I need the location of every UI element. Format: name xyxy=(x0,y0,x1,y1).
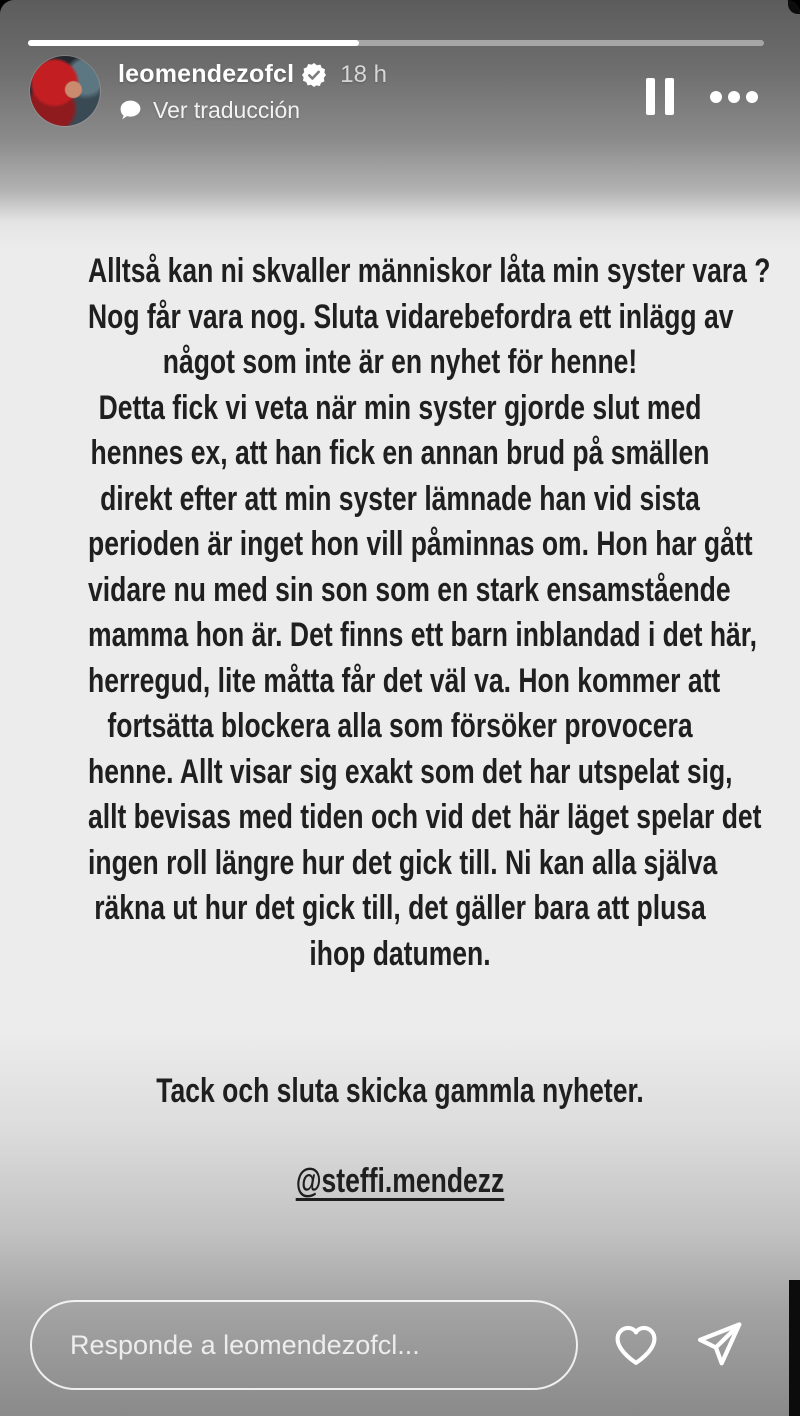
reply-input[interactable] xyxy=(30,1300,578,1390)
screen-corner-notch xyxy=(788,0,800,14)
avatar[interactable] xyxy=(30,56,100,126)
translate-label: Ver traducción xyxy=(153,97,301,123)
story-text-line: Detta fick vi veta när min syster gjorde slut med xyxy=(98,388,702,427)
verified-badge-icon xyxy=(302,63,326,87)
story-text-line: ihop datumen. xyxy=(309,934,491,973)
heart-button[interactable] xyxy=(610,1318,662,1370)
story-text-line: något som inte är en nyhet för henne! xyxy=(162,343,638,381)
story-text-line: hennes ex, att han fick en annan brud på smällen xyxy=(90,434,710,472)
story-text-line: Nog får vara nog. Sluta vidarebefordra ett inlägg av xyxy=(88,297,734,336)
translate-button[interactable] xyxy=(118,97,387,124)
translate-bubble-icon xyxy=(118,98,143,123)
story-text-line: räkna ut hur det gick till, det gäller bara att plusa xyxy=(94,889,706,927)
closing-line: Tack och sluta skicka gammla nyheter. xyxy=(156,1072,644,1110)
story-text-line: ingen roll längre hur det gick till. Ni kan alla själva xyxy=(88,843,718,882)
screen-edge-strip xyxy=(789,1280,800,1416)
story-text-line: fortsätta blockera alla som försöker provocera xyxy=(107,707,693,745)
reply-placeholder: Responde a leomendezofcl... xyxy=(70,1329,420,1360)
story-text-line: henne. Allt visar sig exakt som det har utspelat sig, xyxy=(88,752,733,791)
story-text-line: Alltså kan ni skvaller människor låta min syster vara ? xyxy=(88,252,771,290)
story-text-line: vidare nu med sin son som en stark ensamstående xyxy=(88,570,731,609)
story-header xyxy=(30,56,776,126)
mention-line xyxy=(88,1159,712,1205)
story-text xyxy=(88,249,771,1204)
progress-fill xyxy=(28,40,359,46)
pause-icon[interactable] xyxy=(646,78,674,115)
story-text-line: herregud, lite måtta får det väl va. Hon kommer att xyxy=(88,661,721,700)
story-progress-bar[interactable] xyxy=(28,40,764,46)
heart-icon xyxy=(610,1318,662,1370)
story-text-line: perioden är inget hon vill påminnas om. Hon har gått xyxy=(88,525,753,563)
mention-link[interactable]: @steffi.mendezz xyxy=(295,1161,505,1200)
story-text-line: direkt efter att min syster lämnade han vid sista xyxy=(100,479,700,518)
header-text xyxy=(118,56,387,124)
more-options-icon[interactable] xyxy=(710,91,758,103)
story-paragraph xyxy=(88,249,771,977)
send-button[interactable] xyxy=(692,1316,746,1370)
story-timestamp: 18 h xyxy=(340,60,387,88)
send-icon xyxy=(692,1316,746,1370)
header-actions xyxy=(646,56,776,115)
story-text-line: allt bevisas med tiden och vid det här läget spelar det xyxy=(88,798,762,836)
story-text-line: mamma hon är. Det finns ett barn inblandad i det här, xyxy=(88,616,758,654)
username[interactable]: leomendezofcl xyxy=(118,60,295,88)
